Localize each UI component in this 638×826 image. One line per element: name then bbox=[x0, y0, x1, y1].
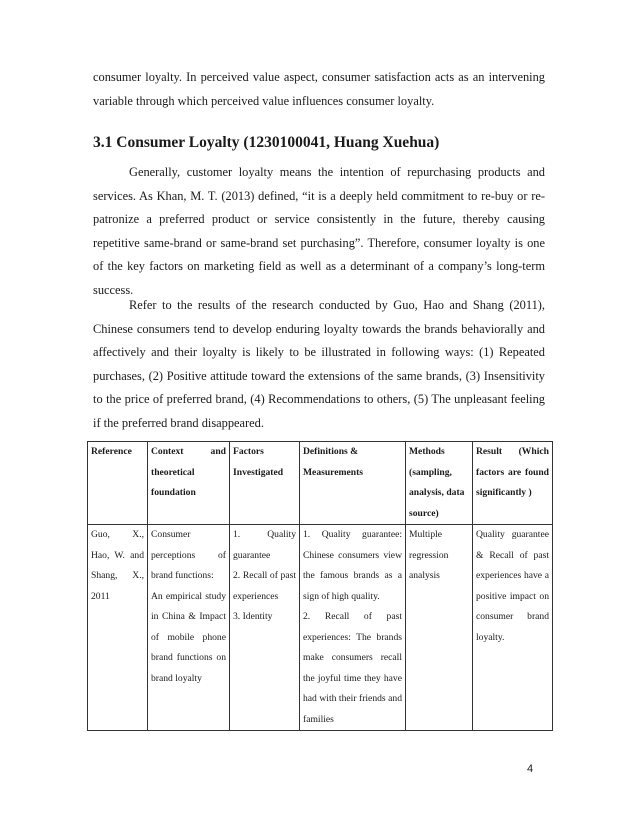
page-number: 4 bbox=[527, 763, 534, 775]
cell-definitions bbox=[300, 525, 406, 731]
table-header-row bbox=[88, 442, 553, 525]
cell-result: Quality guarantee & Recall of past experiences have a positive impact on consumer brand loyalty. bbox=[473, 525, 553, 731]
header-context: Context and theoretical foundation bbox=[148, 442, 230, 525]
context-line-1: Consumer perceptions of brand functions: bbox=[151, 529, 226, 581]
header-result: Result (Which factors are found significantly ) bbox=[473, 442, 553, 525]
header-methods: Methods (sampling, analysis, data source) bbox=[406, 442, 473, 525]
factor-3: 3. Identity bbox=[233, 611, 273, 622]
factor-2: 2. Recall of past experiences bbox=[233, 570, 296, 602]
cell-methods: Multiple regression analysis bbox=[406, 525, 473, 731]
section-heading: 3.1 Consumer Loyalty (1230100041, Huang Xuehua) bbox=[93, 134, 440, 151]
body-paragraph-definition: Generally, customer loyalty means the intention of repurchasing products and services. As Khan, M. T. (2013) defined, “it is a deeply held commitment to re-buy or re-patronize a preferred product or service consistently in the future, thereby causing repetitive same-brand or same-brand set purchasing”. Therefore, consumer loyalty is one of the key factors on marketing field as well as a determinant of a company’s long-term success. bbox=[93, 165, 545, 297]
header-definitions: Definitions & Measurements bbox=[300, 442, 406, 525]
definition-1: 1. Quality guarantee: Chinese consumers view the famous brands as a sign of high quality. bbox=[303, 529, 402, 602]
header-reference: Reference bbox=[88, 442, 148, 525]
cell-context bbox=[148, 525, 230, 731]
intro-paragraph: consumer loyalty. In perceived value aspect, consumer satisfaction acts as an intervening variable through which perceived value influences consumer loyalty. bbox=[93, 70, 545, 108]
context-line-2: An empirical study in China & Impact of mobile phone brand functions on brand loyalty bbox=[151, 590, 226, 684]
header-factors: Factors Investigated bbox=[230, 442, 300, 525]
cell-reference: Guo, X., Hao, W. and Shang, X., 2011 bbox=[88, 525, 148, 731]
factor-1: 1. Quality guarantee bbox=[233, 529, 296, 561]
definition-2: 2. Recall of past experiences: The brands make consumers recall the joyful time they have had with their friends and families bbox=[303, 611, 402, 725]
cell-factors bbox=[230, 525, 300, 731]
body-paragraph-research: Refer to the results of the research conducted by Guo, Hao and Shang (2011), Chinese consumers tend to develop enduring loyalty towards the brands behaviorally and affectively and their loyalty is likely to be illustrated in following ways: (1) Repeated purchases, (2) Positive attitude toward the extensions of the same brands, (3) Insensitivity to the price of preferred brand, (4) Recommendations to others, (5) The unpleasant feeling if the preferred brand disappeared. bbox=[93, 298, 545, 430]
literature-review-table bbox=[87, 441, 553, 731]
table-row bbox=[88, 525, 553, 731]
